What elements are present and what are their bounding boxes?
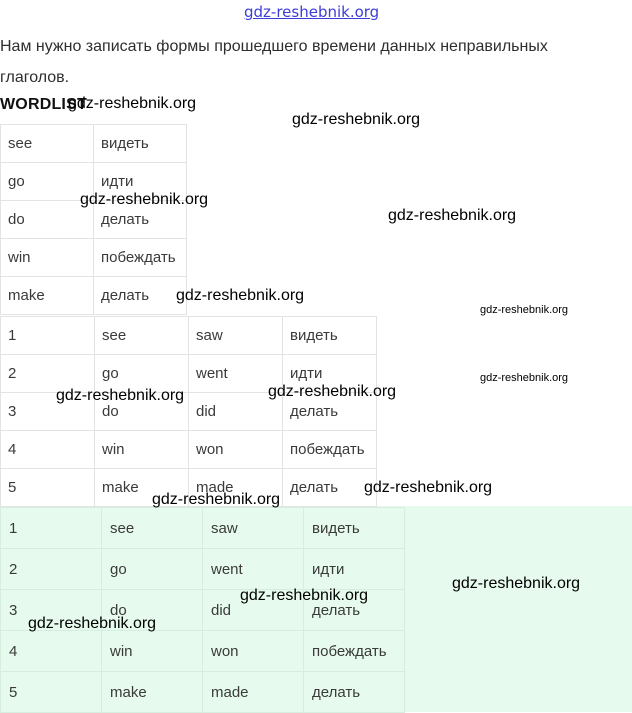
table-cell: made [189, 469, 283, 507]
table-row [1, 125, 187, 163]
table-cell: made [203, 672, 304, 713]
table-cell: побеждать [304, 631, 405, 672]
table-cell: win [1, 239, 94, 277]
table-cell: do [102, 590, 203, 631]
table-cell: 1 [1, 317, 95, 355]
watermark: gdz-reshebnik.org [68, 95, 197, 112]
table-cell: 5 [1, 469, 95, 507]
table-row [1, 317, 377, 355]
table-row [1, 431, 377, 469]
table-cell: 4 [1, 631, 102, 672]
table-cell: win [102, 631, 203, 672]
table-row [1, 508, 405, 549]
watermark: gdz-reshebnik.org [364, 479, 493, 496]
table-cell: see [95, 317, 189, 355]
table-cell: делать [94, 277, 187, 315]
watermark: gdz-reshebnik.org [240, 587, 369, 604]
table-cell: видеть [304, 508, 405, 549]
verb-forms-table [0, 316, 377, 507]
table-cell: make [1, 277, 94, 315]
table-cell: won [203, 631, 304, 672]
watermark: gdz-reshebnik.org [176, 287, 305, 304]
table-cell: go [95, 355, 189, 393]
table-cell: see [1, 125, 94, 163]
watermark: gdz-reshebnik.org [28, 615, 157, 632]
table-cell: do [95, 393, 189, 431]
table-cell: 4 [1, 431, 95, 469]
table-cell: делать [94, 201, 187, 239]
table-cell: делать [304, 590, 405, 631]
table-cell: 5 [1, 672, 102, 713]
table-cell: идти [94, 163, 187, 201]
table-cell: won [189, 431, 283, 469]
table-cell: did [203, 590, 304, 631]
watermark: gdz-reshebnik.org [480, 304, 569, 316]
table-row [1, 277, 187, 315]
watermark: gdz-reshebnik.org [268, 383, 397, 400]
table-cell: saw [189, 317, 283, 355]
watermark: gdz-reshebnik.org [80, 191, 209, 208]
table-cell: побеждать [94, 239, 187, 277]
table-cell: make [102, 672, 203, 713]
watermark: gdz-reshebnik.org [56, 387, 185, 404]
watermark-header[interactable]: gdz-reshebnik.org [244, 3, 380, 21]
table-cell: make [95, 469, 189, 507]
table-cell: 3 [1, 590, 102, 631]
table-cell: see [102, 508, 203, 549]
table-cell: do [1, 201, 94, 239]
watermark: gdz-reshebnik.org [480, 372, 569, 384]
answer-table [0, 507, 405, 713]
intro-text: Нам нужно записать формы прошедшего времени данных неправильных глаголов. [0, 38, 548, 86]
table-cell: went [189, 355, 283, 393]
wordlist-title: WORDLIST [0, 96, 87, 113]
table-cell: did [189, 393, 283, 431]
watermark: gdz-reshebnik.org [452, 575, 581, 592]
table-cell: видеть [94, 125, 187, 163]
table-cell: делать [283, 393, 377, 431]
table-cell: win [95, 431, 189, 469]
table-row [1, 239, 187, 277]
watermark: gdz-reshebnik.org [292, 111, 421, 128]
table-row [1, 672, 405, 713]
watermark: gdz-reshebnik.org [152, 491, 281, 508]
table-cell: делать [283, 469, 377, 507]
table-cell: go [1, 163, 94, 201]
table-cell: go [102, 549, 203, 590]
table-cell: идти [304, 549, 405, 590]
table-cell: 3 [1, 393, 95, 431]
table-cell: 1 [1, 508, 102, 549]
table-row [1, 631, 405, 672]
table-cell: 2 [1, 549, 102, 590]
wordlist-table [0, 124, 187, 315]
table-cell: побеждать [283, 431, 377, 469]
table-cell: went [203, 549, 304, 590]
table-cell: идти [283, 355, 377, 393]
table-cell: делать [304, 672, 405, 713]
table-cell: видеть [283, 317, 377, 355]
watermark: gdz-reshebnik.org [388, 207, 517, 224]
table-cell: 2 [1, 355, 95, 393]
table-cell: saw [203, 508, 304, 549]
table-row [1, 549, 405, 590]
